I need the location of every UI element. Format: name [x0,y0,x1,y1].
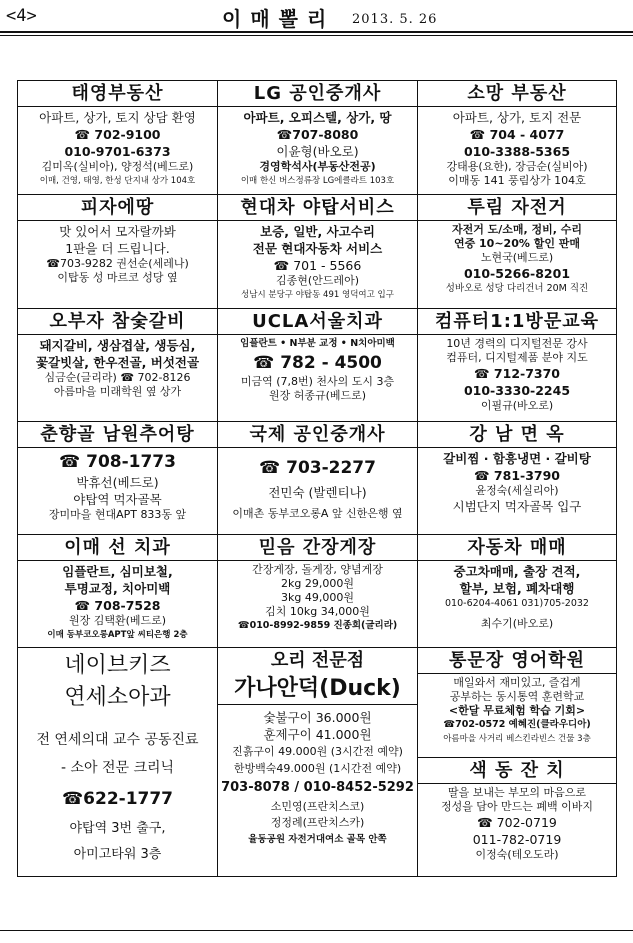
ad-line: <한달 무료체험 학습 기회> [448,704,586,717]
ad-obuja-galbi [18,309,218,422]
ad-title: 컴퓨터1:1방문교육 [418,309,616,335]
ad-title: 자동차 매매 [418,535,616,561]
ad-line: 연중 10~20% 할인 판매 [453,237,581,250]
ad-phone: ☎ 782 - 4500 [253,353,382,373]
ad-line: 임플란트, 심미보철, [62,564,173,579]
ad-address: 이매동 141 풍림상가 104호 [448,174,586,187]
ad-phone: ☎ 704 - 4077 [469,127,565,142]
header-rule [0,31,633,33]
ad-title: 소망 부동산 [418,81,616,107]
ad-price: 한방백숙49.000원 (1시간전 예약) [233,762,402,775]
ad-price: 김치 10kg 34,000원 [265,605,370,618]
ad-phone: 010-3388-5365 [463,144,571,159]
footer-rule [0,930,633,931]
ad-address: 이매 한신 버스정류장 LG에클라트 103호 [240,176,395,186]
ad-phone: ☎ 708-7528 [74,598,161,613]
ad-line: 전민숙 (발렌티나) [268,485,367,500]
ad-line: 꽃갈빗살, 한우전골, 버섯전골 [35,355,200,370]
page-header [0,0,633,38]
ad-line: - 소아 전문 크리닉 [60,760,175,776]
ad-phone: ☎ 781-3790 [474,468,560,483]
ad-somang-realty [418,81,616,195]
ad-address: 아름마을 사거리 베스킨라빈스 건물 3층 [443,734,591,744]
ad-address: 아름마을 미래학원 옆 상가 [53,385,182,398]
ad-gangnam-myeonok [418,422,616,535]
ad-phone: ☎ 702-0719 [477,815,557,830]
ad-line: 자전거 도/소매, 정비, 수리 [451,223,583,236]
ad-price: 2kg 29,000원 [281,577,354,590]
ad-title: 춘향골 남원추어탕 [18,422,217,448]
ad-title: 태영부동산 [18,81,217,107]
ad-line: 경영학석사(부동산전공) [259,160,376,173]
ad-line: 아파트, 오피스텔, 상가, 땅 [243,110,392,125]
ad-line: 최수기(바오로) [480,617,554,630]
ad-phone: 010-5266-8201 [463,266,571,281]
ad-title: 연세소아과 [64,685,171,710]
ad-phone: ☎ 702-9100 [74,127,161,142]
ad-title: 국제 공인중개사 [218,422,417,448]
ad-line: 1판을 더 드립니다. [65,241,170,256]
ad-title: UCLA서울치과 [218,309,417,335]
ad-line: 윤정숙(세실리아) [475,484,559,497]
ad-phone: 011-782-0719 [472,832,562,847]
ad-computer-lessons [418,309,616,422]
ad-line: 노현국(베드로) [480,251,554,264]
ad-phone: 010-3330-2245 [463,383,571,398]
issue-date: 2013. 5. 26 [352,12,438,27]
ad-address: 율동공원 자전거대여소 골목 안쪽 [248,834,387,845]
ad-price: 훈제구이 41.000원 [263,727,372,742]
ad-line: 원장 허종규(베드로) [268,389,367,402]
ad-line: 컴퓨터, 디지털제품 분야 지도 [446,351,588,364]
ad-line: 김미옥(실비아), 양정석(베드로) [41,160,194,173]
ad-phone: ☎707-8080 [276,127,359,142]
ad-line: 갈비찜 · 함흥냉면 · 갈비탕 [443,451,591,466]
ad-canaan-duck [218,648,418,876]
ad-address: 시범단지 먹자골목 입구 [452,499,582,514]
ad-line: 이정숙(테오도라) [475,848,559,861]
ad-yonsei-pediatrics [18,648,218,876]
ad-line: 정정례(프란치스카) [270,816,365,829]
ad-phone: 703-8078 / 010-8452-5292 [221,780,414,795]
ad-phone: ☎ 703-2277 [259,458,376,478]
ad-pizza-etang [18,195,218,309]
ad-line: 강태용(요한), 장금순(실비아) [446,160,588,173]
header-rule-thin [0,35,633,36]
ad-line: 아파트, 상가, 토지 상담 환영 [39,110,196,125]
ad-line: 중고차매매, 출장 견적, [453,564,581,579]
ad-title: 피자에땅 [18,195,217,221]
ad-price: 진흙구이 49.000원 (3시간전 예약) [232,745,403,758]
ad-phone: ☎ 701 - 5566 [273,258,362,273]
ad-address: 아미고타워 3층 [73,847,162,862]
ad-address: 이매 동부코오롱APT앞 씨티은행 2층 [47,630,188,640]
ad-gukje-realty [218,422,418,535]
ad-title: 오부자 참숯갈비 [18,309,217,335]
ad-line: 이윤형(바오로) [276,144,359,159]
ad-phone: ☎ 708-1773 [59,452,176,472]
ad-namwon-chueotang [18,422,218,535]
ad-line: 박휴선(베드로) [76,475,159,490]
ad-title: 강 남 면 옥 [418,422,616,448]
ad-title: 현대차 야탑서비스 [218,195,417,221]
ad-line: 원장 김택환(베드로) [68,614,167,627]
newsletter-title: 이매뽈리 [222,7,336,31]
ad-title: 색 동 잔 치 [418,758,616,784]
ad-line: 투명교정, 치아미백 [64,581,171,596]
ad-phone: ☎622-1777 [61,789,174,809]
ad-mideum-ganjang-gejang [218,535,418,648]
ad-title: 가나안덕(Duck) [218,674,417,705]
ad-phone: ☎010-8992-9859 진종희(글리라) [237,620,398,631]
ad-line: 돼지갈비, 생삼겹살, 생등심, [39,338,196,353]
ad-phone: 010-6204-4061 031)705-2032 [445,598,589,609]
ad-address: 미금역 (7,8번) 천사의 도시 3층 [240,375,395,388]
ad-address: 장미마을 현대APT 833동 앞 [48,508,187,521]
ad-saekdong-janchi [418,758,616,876]
ad-grid [17,80,617,877]
ad-line: 정성을 담아 만드는 폐백 이바지 [440,800,594,813]
ad-title: 이매 선 치과 [18,535,217,561]
ad-line: 소민영(프란치스코) [270,800,365,813]
ad-hyundai-service [218,195,418,309]
ad-tongmunjang-english [418,648,616,758]
ad-line: 공부하는 동시통역 훈련학교 [449,690,585,703]
page-number: <4> [6,6,37,26]
ad-line: 매일와서 재미있고, 즐겁게 [453,676,581,689]
ad-lg-realty [218,81,418,195]
ad-imae-sun-dental [18,535,218,648]
ad-phone: ☎702-0572 예혜진(클라우디아) [443,719,591,730]
ad-title: 믿음 간장게장 [218,535,417,561]
ad-title: 네이브키즈 [64,653,171,678]
ad-title: 오리 전문점 [270,650,365,671]
ad-line: 맛 있어서 모자랄까봐 [59,224,176,239]
ad-turim-bicycle [418,195,616,309]
ad-phone: ☎ 712-7370 [474,366,560,381]
ad-line: 야탑역 먹자골목 [73,492,162,507]
ad-title: 투림 자전거 [418,195,616,221]
ad-phone: ☎703-9282 권선순(세레나) [46,257,189,270]
ad-line: 김종현(안드레아) [276,274,359,287]
ad-line: 이필규(바오로) [480,399,554,412]
ad-line: 임플란트 • N부분 교정 • N치아미백 [240,338,395,349]
ad-phone: 010-9701-6373 [64,144,171,159]
ad-address: 이매, 건영, 태영, 한성 단지내 상가 104호 [39,176,196,186]
ad-price: 숯불구이 36.000원 [263,710,372,725]
ad-phone: 심금순(글리라) ☎ 702-8126 [44,371,191,384]
ad-line: 10년 경력의 디지털전문 강사 [446,337,588,350]
ad-taeyoung-realty [18,81,218,195]
ad-line: 간장게장, 돌게장, 양념게장 [252,563,383,576]
ad-line: 딸을 보내는 부모의 마음으로 [447,786,586,799]
ad-line: 전문 현대자동차 서비스 [252,241,383,256]
ad-line: 보증, 일반, 사고수리 [260,224,375,239]
ad-used-car-dealer [418,535,616,648]
ad-address: 이탑동 성 마르코 성당 옆 [57,271,178,284]
ad-address: 성바오로 성당 다리건너 20M 직진 [445,283,589,294]
ad-line: 할부, 보험, 폐차대행 [459,581,575,596]
ad-line: 전 연세의대 교수 공동진료 [36,732,199,748]
ad-price: 3kg 49,000원 [281,591,354,604]
ad-address: 성남시 분당구 야탑동 491 영덕여고 입구 [241,290,394,300]
ad-address: 야탑역 3번 출구, [69,821,166,836]
ad-address: 이매촌 동부코오롱A 앞 신한은행 옆 [232,507,403,520]
ad-title: 통문장 영어학원 [418,648,616,674]
ad-line: 아파트, 상가, 토지 전문 [452,110,582,125]
ad-title: LG 공인중개사 [218,81,417,107]
ad-ucla-dental [218,309,418,422]
